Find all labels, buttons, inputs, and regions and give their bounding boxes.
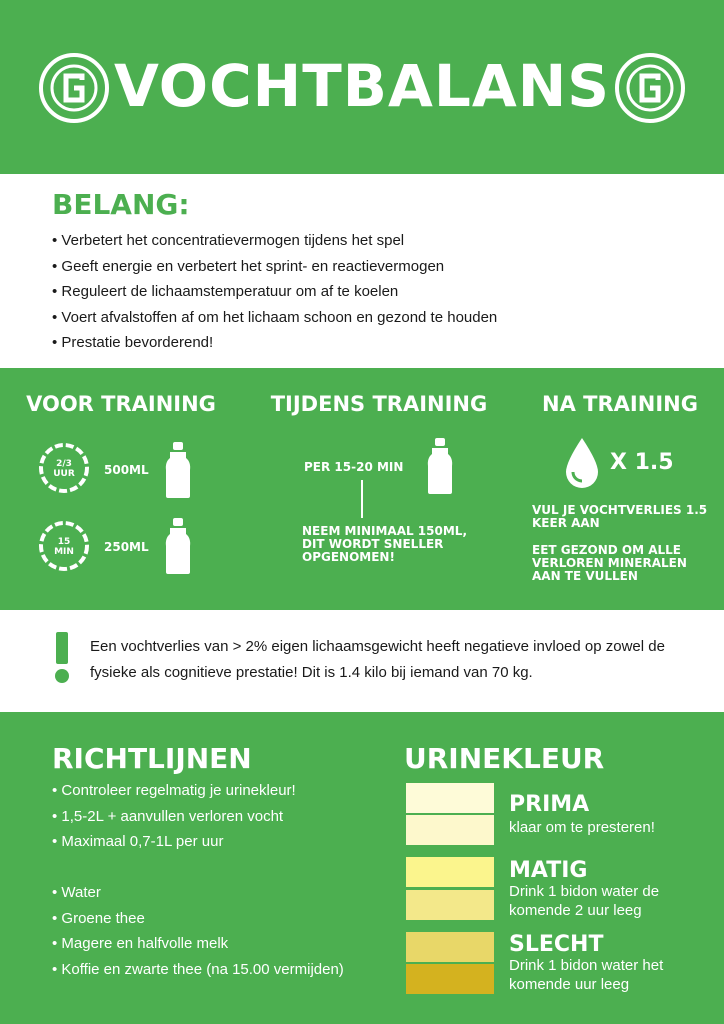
list-item: • Maximaal 0,7-1L per uur (52, 829, 296, 855)
urine-label-slecht: SLECHT (509, 932, 604, 957)
bottle-icon (164, 440, 192, 500)
belang-title: BELANG: (52, 188, 190, 221)
interval-label: PER 15-20 MIN (304, 460, 404, 474)
urine-desc-prima: klaar om te presteren! (509, 819, 655, 836)
bottle-icon (426, 436, 454, 496)
divider-line (361, 480, 363, 518)
warning-text: Een vochtverlies van > 2% eigen lichaamsgewicht heeft negatieve invloed op zowel de fysieke als cognitieve prestatie! Dit is 1.4 kilo bij iemand van 70 kg. (90, 638, 665, 681)
page-title: VOCHTBALANS (113, 52, 611, 120)
voor-training-title: VOOR TRAINING (26, 392, 216, 416)
list-item: • Geeft energie en verbetert het sprint- en reactievermogen (52, 254, 497, 280)
na-text-1: VUL JE VOCHTVERLIES 1.5 KEER AAN (532, 503, 708, 530)
exclamation-icon (52, 632, 72, 684)
list-item: • Koffie en zwarte thee (na 15.00 vermijden) (52, 957, 344, 983)
tijdens-training-title: TIJDENS TRAINING (270, 392, 488, 416)
urine-swatch-matig-2 (406, 890, 494, 920)
water-drop-icon (562, 436, 602, 490)
urine-desc-slecht: Drink 1 bidon water het komende uur leeg (509, 957, 664, 993)
urine-swatch-slecht-2 (406, 964, 494, 994)
urine-swatch-prima-1 (406, 783, 494, 813)
multiplier-label: X 1.5 (610, 450, 674, 475)
belang-section (0, 174, 724, 368)
clock-icon (38, 520, 90, 572)
list-item: • Prestatie bevorderend! (52, 330, 497, 356)
clock-label: 15 MIN (54, 537, 74, 557)
clock-label: 2/3 UUR (53, 459, 75, 479)
list-item: • Controleer regelmatig je urinekleur! (52, 778, 296, 804)
clock-icon (38, 442, 90, 494)
list-item: • Verbetert het concentratievermogen tijdens het spel (52, 228, 497, 254)
training-section (0, 368, 724, 610)
list-item: • Reguleert de lichaamstemperatuur om af te koelen (52, 279, 497, 305)
urine-desc-matig: Drink 1 bidon water de komende 2 uur leeg (509, 883, 660, 919)
list-item: • Voert afvalstoffen af om het lichaam schoon en gezond te houden (52, 305, 497, 331)
header (0, 0, 724, 174)
drinks-list (52, 880, 344, 982)
amount-label: 250ML (104, 540, 149, 554)
urine-swatch-matig-1 (406, 857, 494, 887)
urinekleur-title: URINEKLEUR (404, 742, 605, 775)
na-training-title: NA TRAINING (542, 392, 698, 416)
richtlijnen-list (52, 778, 296, 855)
list-item: • 1,5-2L + aanvullen verloren vocht (52, 804, 296, 830)
warning-section (0, 610, 724, 712)
list-item: • Magere en halfvolle melk (52, 931, 344, 957)
list-item: • Water (52, 880, 344, 906)
urine-label-prima: PRIMA (509, 792, 590, 817)
tijdens-note: NEEM MINIMAAL 150ML, DIT WORDT SNELLER OPGENOMEN! (302, 524, 468, 564)
bottom-section (0, 712, 724, 1024)
richtlijnen-title: RICHTLIJNEN (52, 742, 252, 775)
fc-groningen-logo-icon (614, 52, 686, 124)
bottle-icon (164, 516, 192, 576)
list-item: • Groene thee (52, 906, 344, 932)
urine-label-matig: MATIG (509, 858, 588, 883)
belang-list (52, 228, 497, 356)
urine-swatch-prima-2 (406, 815, 494, 845)
amount-label: 500ML (104, 463, 149, 477)
urine-swatch-slecht-1 (406, 932, 494, 962)
na-text-2: EET GEZOND OM ALLE VERLOREN MINERALEN AAN TE VULLEN (532, 543, 687, 583)
